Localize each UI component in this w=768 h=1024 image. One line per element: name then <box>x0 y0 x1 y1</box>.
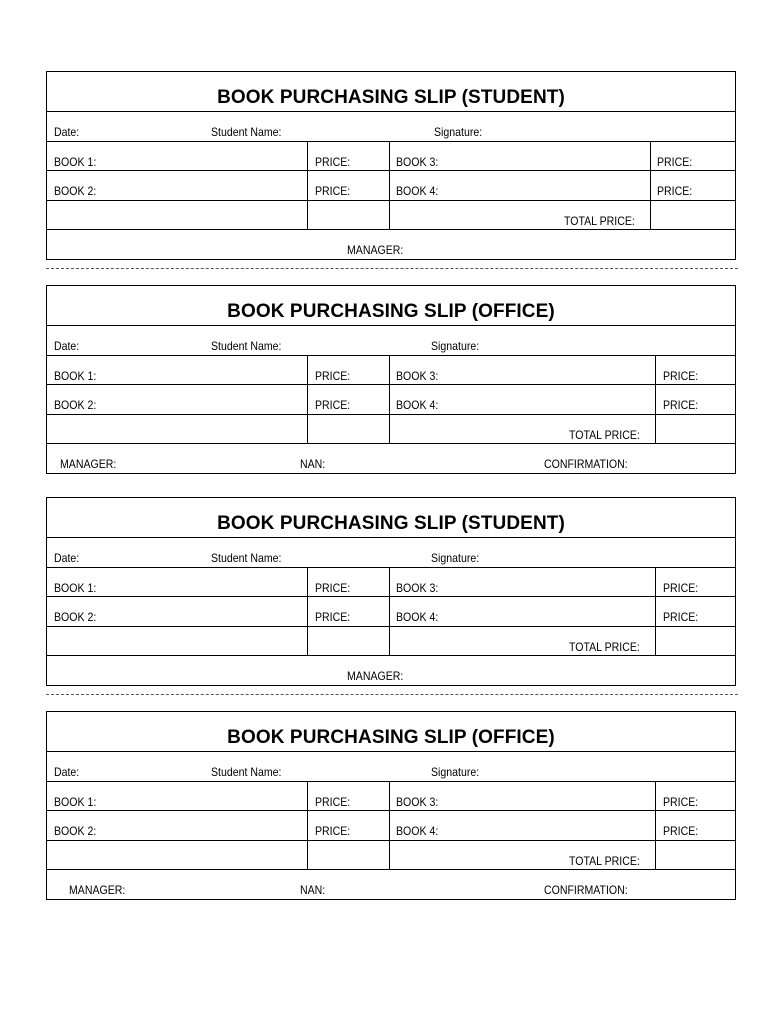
book-3-label: BOOK 3: <box>396 368 439 383</box>
date-label: Date: <box>54 765 80 779</box>
slip-title-row <box>47 72 735 111</box>
price-4-label: PRICE: <box>663 824 699 838</box>
price-1-label: PRICE: <box>315 368 351 383</box>
cut-line <box>46 694 738 695</box>
book-2-label: BOOK 2: <box>54 398 97 412</box>
signature-label: Signature: <box>431 551 480 565</box>
price-4-label: PRICE: <box>663 610 699 624</box>
total-price-label: TOTAL PRICE: <box>564 213 635 228</box>
confirmation-label: CONFIRMATION: <box>544 883 628 897</box>
info-row <box>47 537 735 567</box>
manager-label: MANAGER: <box>347 669 404 683</box>
student-name-label: Student Name: <box>211 339 282 353</box>
books-row-2 <box>47 170 735 200</box>
price-3-label: PRICE: <box>663 794 699 809</box>
price-2-label: PRICE: <box>315 184 351 198</box>
slip-title-row <box>47 498 735 537</box>
student-name-label: Student Name: <box>211 551 282 565</box>
book-2-label: BOOK 2: <box>54 184 97 198</box>
price-2-label: PRICE: <box>315 398 351 412</box>
total-row <box>47 840 735 870</box>
price-4-label: PRICE: <box>657 184 693 198</box>
books-row-1 <box>47 567 735 597</box>
slip-title-row <box>47 286 735 325</box>
slip-office-1 <box>46 285 736 474</box>
info-row <box>47 111 735 141</box>
slip-student-1 <box>46 71 736 260</box>
price-3-label: PRICE: <box>657 154 693 169</box>
date-label: Date: <box>54 125 80 139</box>
books-row-2 <box>47 596 735 626</box>
date-label: Date: <box>54 339 80 353</box>
book-1-label: BOOK 1: <box>54 794 97 809</box>
manager-label: MANAGER: <box>60 457 117 471</box>
book-4-label: BOOK 4: <box>396 398 439 412</box>
book-4-label: BOOK 4: <box>396 184 439 198</box>
book-1-label: BOOK 1: <box>54 368 97 383</box>
total-row <box>47 414 735 444</box>
books-row-1 <box>47 141 735 171</box>
slip-title: BOOK PURCHASING SLIP (STUDENT) <box>217 513 565 534</box>
signature-label: Signature: <box>434 125 483 139</box>
slip-title: BOOK PURCHASING SLIP (OFFICE) <box>227 727 555 748</box>
info-row <box>47 751 735 781</box>
total-price-label: TOTAL PRICE: <box>569 427 640 442</box>
nan-label: NAN: <box>300 457 326 471</box>
books-row-2 <box>47 810 735 840</box>
manager-label: MANAGER: <box>347 243 404 257</box>
price-1-label: PRICE: <box>315 154 351 169</box>
date-label: Date: <box>54 551 80 565</box>
total-price-label: TOTAL PRICE: <box>569 853 640 868</box>
books-row-1 <box>47 355 735 385</box>
price-2-label: PRICE: <box>315 824 351 838</box>
slip-student-2 <box>46 497 736 686</box>
slip-office-2 <box>46 711 736 900</box>
manager-row <box>47 655 735 685</box>
book-4-label: BOOK 4: <box>396 824 439 838</box>
signature-label: Signature: <box>431 339 480 353</box>
info-row <box>47 325 735 355</box>
books-row-1 <box>47 781 735 811</box>
book-3-label: BOOK 3: <box>396 154 439 169</box>
signature-label: Signature: <box>431 765 480 779</box>
student-name-label: Student Name: <box>211 765 282 779</box>
book-4-label: BOOK 4: <box>396 610 439 624</box>
manager-label: MANAGER: <box>69 883 126 897</box>
total-row <box>47 200 735 230</box>
book-3-label: BOOK 3: <box>396 580 439 595</box>
book-1-label: BOOK 1: <box>54 580 97 595</box>
book-2-label: BOOK 2: <box>54 610 97 624</box>
books-row-2 <box>47 384 735 414</box>
nan-label: NAN: <box>300 883 326 897</box>
cut-line <box>46 268 738 269</box>
total-price-label: TOTAL PRICE: <box>569 639 640 654</box>
confirmation-label: CONFIRMATION: <box>544 457 628 471</box>
price-1-label: PRICE: <box>315 580 351 595</box>
book-3-label: BOOK 3: <box>396 794 439 809</box>
manager-row <box>47 443 735 473</box>
price-3-label: PRICE: <box>663 368 699 383</box>
slip-title-row <box>47 712 735 751</box>
student-name-label: Student Name: <box>211 125 282 139</box>
total-row <box>47 626 735 656</box>
slip-title: BOOK PURCHASING SLIP (STUDENT) <box>217 87 565 108</box>
book-2-label: BOOK 2: <box>54 824 97 838</box>
book-1-label: BOOK 1: <box>54 154 97 169</box>
slip-title: BOOK PURCHASING SLIP (OFFICE) <box>227 301 555 322</box>
price-3-label: PRICE: <box>663 580 699 595</box>
price-1-label: PRICE: <box>315 794 351 809</box>
price-2-label: PRICE: <box>315 610 351 624</box>
manager-row <box>47 229 735 259</box>
manager-row <box>47 869 735 899</box>
price-4-label: PRICE: <box>663 398 699 412</box>
